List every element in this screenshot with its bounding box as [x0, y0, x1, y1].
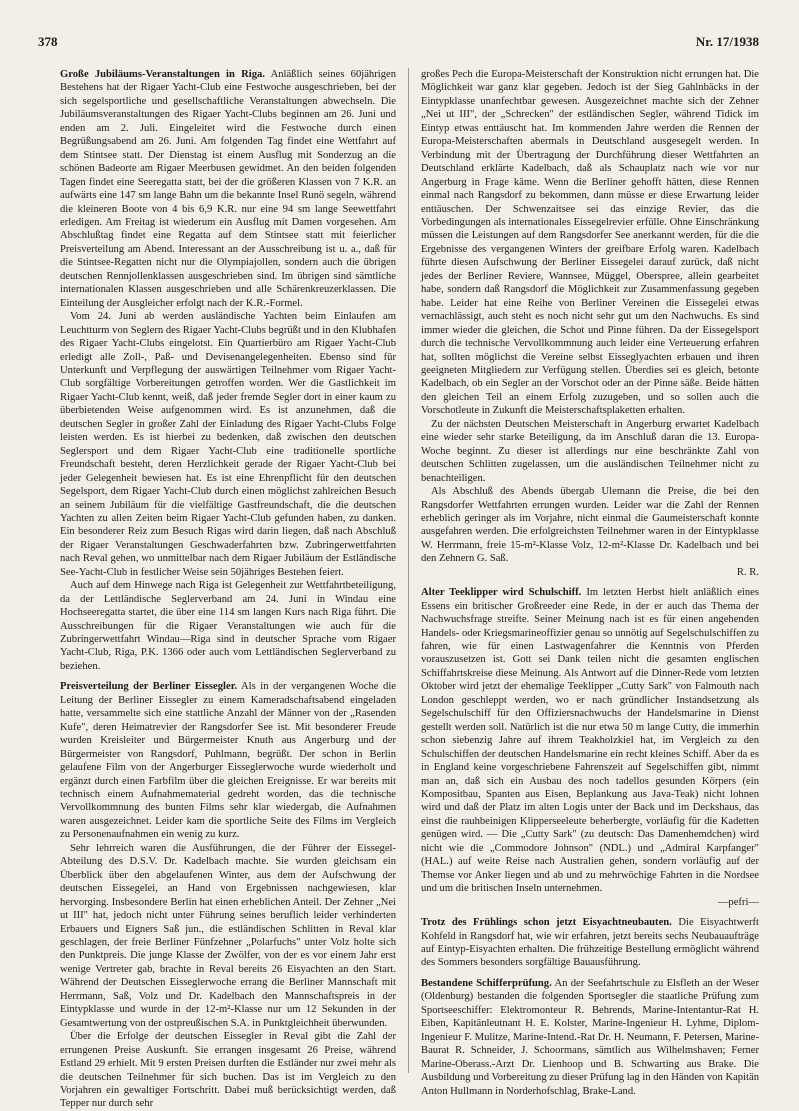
page-number: 378	[38, 34, 58, 49]
column-divider	[408, 68, 409, 1073]
article-title-eissegler: Preisverteilung der Berliner Eissegler.	[60, 681, 238, 693]
article-paragraph: Auch auf dem Hinwege nach Riga ist Gelegenheit zur Wettfahrtbeteiligung, da der Lettländische Seglerverband am 24. Juni in Windau eine Hochseeregatta startet, die über eine 114 sm langen Kurs nach Riga führt. Die Ausschreibungen für die Rigaer Veranstaltungen wie auch für die Zubringerwettfahrt Windau—Riga sind in deutscher Sprache vom Rigaer Yacht-Club, Riga, P.K. 1366 oder auch vom Lettländischen Seglerverband zu beziehen.	[60, 580, 396, 672]
article-title-eisyachtneubauten: Trotz des Frühlings schon jetzt Eisyachtneubauten.	[421, 917, 672, 929]
article-signature: R. R.	[736, 566, 759, 578]
article-signature: —pefri—	[717, 896, 759, 908]
right-column	[421, 68, 759, 1097]
article-paragraph: Als Abschluß des Abends übergab Ulemann die Preise, die bei den Rangsdorfer Wettfahrten errungen wurden. Leider war die Zahl der Rennen erheblich geringer als im Vorjahre, nicht einmal die Gaumeisterschaft konnte ausgefahren werden. Die erfolgreichsten Teilnehmer waren in der Eintypklasse W. Herrmann, freie 15-m²-Klasse Volz, 12-m²-Klasse Dr. Kadelbach und bei den Zehnern G. Saß.	[421, 486, 759, 565]
article-paragraph: Anläßlich seines 60jährigen Bestehens hat der Rigaer Yacht-Club eine Festwoche ausgeschrieben, bei der sich segelsportliche und gesellschaftliche Veranstaltungen abwechseln. Die Jubiläumsveranstaltungen des Rigaer Yacht-Clubs beginnen am 26. Juni und enden am 2. Juli. Eingeleitet wird die Festwoche durch einen Begrüßungsabend am 26. Juni. Am folgenden Tag findet eine Wettfahrt auf dem Stintsee statt. Der Dienstag ist einem Ausflug mit Sonderzug an die schönen Badeorte am Rigaer Meerbusen gewidmet. An den beiden folgenden Tagen findet eine Seeregatta statt, bei der die größeren Klassen von 7 K.R. an aufwärts eine 147 sm lange Bahn um die bekannte Insel Runö segeln, während die kleineren Boote von 4 bis 6,9 K.R. nur eine 94 sm lange Seewettfahrt erledigen. Am Freitag ist wiederum ein Ausflug mit Damen vorgesehen. Am Abschlußtag findet eine Regatta auf dem Stintsee statt mit feierlicher Preisverteilung am Abend. Interessant an der Ausschreibung ist u. a., daß für die Stintsee-Regatten nicht nur die Olympiajollen, sondern auch die übrigen deutschen Rennjollenklassen ausgeschrieben sind. Im übrigen sind sämtliche internationalen Klassen ausgeschrieben und alle Schärenkreuzerklassen. Die Einteilung der Ausgleicher erfolgt nach der K.R.-Formel.	[60, 69, 396, 309]
article-paragraph: Zu der nächsten Deutschen Meisterschaft in Angerburg erwartet Kadelbach eine wieder sehr starke Beteiligung, da im Anschluß daran die 13. Europa-Woche beginnt. Zu dieser ist allerdings nur eine beschränkte Zahl von deutschen Schlitten zugelassen, um die ausländischen Teilnehmer nicht zu benachteiligen.	[421, 418, 759, 484]
article-title-schifferpruefung: Bestandene Schifferprüfung.	[421, 977, 552, 989]
article-paragraph: Vom 24. Juni ab werden ausländische Yachten beim Einlaufen am Leuchtturm von Seglern des Rigaer Yacht-Clubs begrüßt und in den Klubhafen des Rigaer Yacht-Clubs eingelotst. Ein Quartierbüro am Rigaer Yacht-Club erledigt alle Zoll-, Paß- und Devisenangelegenheiten. Ebenso sind für Unterkunft und Verpflegung der auswärtigen Teilnehmer vom Rigaer Yacht-Club sorgfältige Vorbereitungen getroffen worden. Wer die Gastlichkeit im Rigaer Yacht-Club kennt, weiß, daß jeder fremde Segler dort in einer kaum zu überbietenden Weise aufgenommen wird. Es ist anzunehmen, daß die deutschen Segler in großer Zahl der Einladung des Rigaer Yacht-Clubs Folge leisten werden. Es ist hierbei zu bedenken, daß zwischen den deutschen Seglersport und dem Rigaer Yacht-Club eine traditionelle sportliche Freundschaft besteht, deren Herzlichkeit gerade der Rigaer Yacht-Club bei jeder Gelegenheit bewiesen hat. Es ist eine Ehrenpflicht für den deutschen Segelsport, dem Rigaer Yacht-Club durch einen möglichst zahlreichen Besuch an seinem Jubiläum für die vielfältige Gastfreundschaft, die die deutschen Yachten zu allen Zeiten beim Rigaer Yacht-Club gefunden haben, zu danken. Ein besonderer Reiz zum Besuch Rigas wird darin liegen, daß nach Abschluß der Rigaer Veranstaltungen Geschwaderfahrten bzw. Zubringerwettfahrten nach Reval gehen, wo unmittelbar nach dem Rigaer Jubiläum der Estländische See-Yacht-Club in festlicher Weise sein 50jähriges Bestehen feiert.	[60, 311, 396, 578]
article-title-teeklipper: Alter Teeklipper wird Schulschiff.	[421, 587, 582, 599]
article-paragraph: Über die Erfolge der deutschen Eissegler in Reval gibt die Zahl der errungenen Preise Auskunft. Sie errangen insgesamt 26 Preise, während Estland 29 erhielt. Mit 9 ersten Preisen durften die Estländer nur zwei mehr als die deutschen Teilnehmer für sich buchen. Das ist im Vergleich zu den Vorjahren ein gewaltiger Fortschritt. Dabei muß berücksichtigt werden, daß Tepper nur durch sehr	[60, 1031, 396, 1110]
article-paragraph: An der Seefahrtschule zu Elsfleth an der Weser (Oldenburg) bestanden die folgenden Sportsegler die staatliche Prüfung zum Sportseeschiffer: Elektromonteur R. Behrends, Marine-Intentantur-Rat H. Eiben, Kapitänleutnant H. E. Kolster, Marine-Ingenieur H. Lyhme, Diplom-Ingenieur F. Mulitze, Marine-Intend.-Rat Dr. H. Neumann, F. Petersen, Marine-Baurat R. Schneider, J. Schoormans, sämtlich aus Wilhelmshaven; Ferner Marine-Oberass.-Arzt Dr. Lienhoop und B. Schwarting aus Brake. Die Ausbildung und Vorbereitung zu dieser Prüfung lag in den Händen von Kapitän Anton Hullmann in Norderhofschlag, Brake-Land.	[421, 977, 759, 1097]
article-title-riga: Große Jubiläums-Veranstaltungen in Riga.	[60, 69, 265, 80]
article-paragraph: Als in der vergangenen Woche die Leitung der Berliner Eissegler zu einem Kameradschaftsabend eingeladen hatte, versammelte sich eine stattliche Anzahl der Männer von der „Rasenden Kufe", deren Heimatrevier der Rangsdorfer See ist. Mit besonderer Freude wurden Kreisleiter und Bürgermeister Knuth aus Angerburg und der Bürgermeister von Rangsdorf, Puhlmann, begrüßt. Der schon in Berlin gelaufene Film von der Angerburger Eisseglerwoche wurde wiederholt und ergänzt durch einen Farbfilm über die gleichen Ereignisse. Er war bereits mit technisch einem Aufnahmematerial gedreht worden, das die technische Vervollkommnung des bunten Films sehr klar wiedergab, die Aufnahmen waren ausgezeichnet. Leider kam die sportliche Seite des Films im Vergleich zu Personenaufnahmen ein wenig zu kurz.	[60, 681, 396, 841]
issue-number: Nr. 17/1938	[695, 34, 759, 49]
article-paragraph: Im letzten Herbst hielt anläßlich eines Essens ein britischer Großreeder eine Rede, in der er auch das Thema der Nachwuchsfrage streifte. Seiner Meinung nach ist es für einen angehenden Handels- oder Kriegsmarineoffizier genau so unnötig auf Segelschulschiffen zu fahren, wie für einen Lastwagenfahrer die Kenntnis von Pferden vorauszusetzen ist. Gott sei Dank teilen nicht die gesamten englischen Schiffahrtskreise diese Meinung. Als Antwort auf die Dinner-Rede vom letzten Oktober wird jetzt der ehemalige Teeklipper „Cutty Sark" von Falmouth nach London geschleppt werden, wo er nach gründlicher Instandsetzung als Segelschulschiff für den Offiziersnachwuchs der Handelsmarine in Dienst gestellt werden soll. Natürlich ist die nur etwa 50 m lange Cutty, die immerhin schon siebenzig Jahre auf ihrem Teakholzkiel hat, im Vergleich zu den Schulschiffen der deutschen Handelsmarine ein recht kleines Schiff. Aber da es in England keine vorgeschriebene Fahrenszeit auf Segelschiffen gibt, nimmt man an, daß sich ein Ausbau des noch tadellos gesunden Körpers (ein Kompositbau, Spanten aus Eisen, Beplankung aus Java-Teak) nicht lohnen wird und daß der Platz im alten Logis unter der Back und im Deckshaus, das einst die rauhbeinigen Klipperseeleute beherbergte, vorläufig für die Kadetten genügen wird. — Die „Cutty Sark" (zu deutsch: Das Damenhemdchen) wird nicht wie die „Commodore Johnson" (NDL.) und „Admiral Karpfanger" (HAL.) auf weite Reise nach Australien gehen, sondern vorläufig auf der Themse vor Anker liegen und ab und zu mehrwöchige Fahrten in die Nordsee und um die britischen Inseln unternehmen.	[421, 587, 759, 895]
left-column	[60, 68, 396, 1110]
article-paragraph-continued: großes Pech die Europa-Meisterschaft der Konstruktion nicht errungen hat. Die Möglichkeit war ganz klar gegeben. Jedoch ist der Sieg Gahlnbäcks in der Eintypklasse unanfechtbar gewesen. Ausgezeichnet machte sich der Zehner „Nei ut III", der „Schrecken" der estländischen Segler, während Tidick im Eintyp etwas enttäuscht hat. Im kommenden Jahre werden die Rennen der Europa-Meisterschaften abermals in Deutschland ausgesegelt werden. In Verbindung mit der Übertragung der Durchführung dieser Wettfahrten an Deutschland erklärte Kadelbach, daß als Schauplatz nach wie vor nur Angerburg in Frage käme. Wenn die Berliner gehofft hätten, diese Rennen einmal nach Rangsdorf zu bekommen, dann müsse er diese Erwartung leider enttäuschen. Der Schwenzaitsee sei das einzige Revier, das die Vorbedingungen als internationales Eissegelrevier erfülle. Ohne Einschränkung müssen die Leistungen auf dem Rangsdorfer See anerkannt werden, für die die Ergebnisse des vergangenen Winters der greifbare Erfolg waren. Kadelbach führte diesen Aufschwung der Berliner Eissegelei darauf zurück, daß nicht jedes der Berliner Reviere, Wannsee, Müggel, Oberspree, allein gearbeitet habe, sondern daß Rangsdorf die Möglichkeit zur Zusammenfassung gegeben habe. Leider hat eine Reihe von Berliner Vereinen die Eissegelei etwas vernachlässigt, auch steht es noch nicht sehr gut um den Nachwuchs. Es sind immer wieder die gleichen, die Schot und Pinne führen. Da der Eissegelsport durch die technische Vervollkommnung auch leider eine Verteuerung erfahren hat, sollten möglichst die Vereine selbst Eisseglyachten erbauen und ihren geeigneten Mitgliedern zur Verfügung stellen. Überdies sei es gleich, betonte Kadelbach, ob ein Segler an der Vorschot oder an der Pinne säße. Beide hätten den gleichen Teil an einem Erfolg zuzugeben, und so sollen auch die Vorschotleute in Zukunft die Meisterschaftsplaketten erhalten.	[421, 69, 759, 417]
page-header	[38, 34, 759, 54]
article-paragraph: Die Eisyachtwerft Kohfeld in Rangsdorf hat, wie wir erfahren, jetzt bereits sechs Neubauaufträge auf Eintyp-Eisyachten erhalten. Die frühzeitige Bestellung ermöglicht während des Sommers besonders sorgfältige Bauausführung.	[421, 917, 759, 969]
article-paragraph: Sehr lehrreich waren die Ausführungen, die der Führer der Eissegel-Abteilung des D.S.V. Dr. Kadelbach machte. Sie wurden gleichsam ein Überblick über den abgelaufenen Winter, aus dem der Aufschwung der deutschen Eissegelei, an Hand von Ergebnissen nachgewiesen, klar hervorging. Insbesondere Berlin hat einen erheblichen Anteil. Der Zehner „Nei ut III" hat, jedoch nicht unter Führung seines beruflich leider verhinderten Erbauers und Eigners Saß jun., die estländischen Schlitten in Reval klar geschlagen, der freie Berliner Fünfzehner „Polarfuchs" unter Volz holte sich den Punktpreis. Die junge Klasse der Zwölfer, von der es vor einem Jahr erst wenige Vertreter gab, brachte in Reval bereits 26 Eisyachten an den Start. Während der Deutschen Eisseglerwoche errang die Berliner Mannschaft mit Herrmann, Saß, Volz und Dr. Kadelbach den Mannschaftspreis in der Eintypklasse und wurde in der 12-m²-Klasse nur um 12 Sekunden in der Gesamtwertung von der ostpreußischen S.A. in Punktgleichheit überwunden.	[60, 842, 396, 1029]
